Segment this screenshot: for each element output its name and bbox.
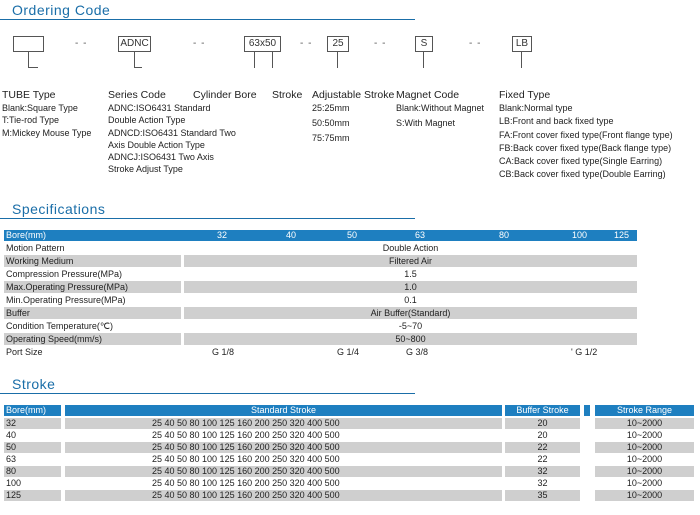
- stroke-standard: 25 40 50 80 100 125 160 200 250 320 400 500: [65, 454, 502, 465]
- spec-label: Max.Operating Pressure(MPa): [4, 281, 181, 293]
- port-size-value: ' G 1/2: [571, 347, 598, 357]
- stroke-standard: 25 40 50 80 100 125 160 200 250 320 400 500: [65, 442, 502, 453]
- stroke-buffer: 22: [505, 442, 580, 453]
- bore-col-80: 80: [499, 230, 510, 240]
- spec-row: [4, 320, 637, 332]
- port-size-value: G 1/4: [337, 347, 360, 357]
- stroke-standard: 25 40 50 80 100 125 160 200 250 320 400 500: [65, 430, 502, 441]
- stroke-bore: 40: [4, 430, 61, 441]
- group-label-adjustable-stroke: Adjustable Stroke: [312, 89, 395, 101]
- stroke-bore: 100: [4, 478, 61, 489]
- spec-value: -5~70: [184, 320, 637, 332]
- stroke-row: [4, 442, 694, 453]
- spec-label: Condition Temperature(℃): [4, 320, 181, 332]
- spec-label: Port Size: [4, 346, 181, 358]
- bore-col-63: 63: [415, 230, 426, 240]
- stroke-row: [4, 454, 694, 465]
- stroke-standard: 25 40 50 80 100 125 160 200 250 320 400 500: [65, 478, 502, 489]
- stroke-buffer: 20: [505, 430, 580, 441]
- stroke-row: [4, 490, 694, 501]
- stroke-buffer: 22: [505, 454, 580, 465]
- spec-label: Working Medium: [4, 255, 181, 267]
- bore-col-125: 125: [614, 230, 630, 240]
- spec-value: 0.1: [184, 294, 637, 306]
- spec-row: [4, 268, 637, 280]
- code-box-series: ADNC: [118, 36, 151, 52]
- stroke-bore: 32: [4, 418, 61, 429]
- spec-label: Motion Pattern: [4, 242, 181, 254]
- stroke-title: Stroke: [12, 376, 56, 392]
- stroke-bore: 80: [4, 466, 61, 477]
- code-box-magnet: S: [415, 36, 433, 52]
- stroke-standard: 25 40 50 80 100 125 160 200 250 320 400 500: [65, 466, 502, 477]
- port-size-value: G 1/8: [212, 347, 235, 357]
- stroke-header-bore: Bore(mm): [4, 405, 61, 416]
- spec-header-label: Bore(mm): [6, 230, 46, 240]
- stroke-divider: [0, 393, 415, 394]
- option-list-magnet: Blank:Without Magnet S:With Magnet: [396, 103, 485, 128]
- specifications-divider: [0, 218, 415, 219]
- option-list-fixed: Blank:Normal type LB:Front and back fixed type FA:Front cover fixed type(Front flange type) FB:Back cover fixed type(Back flange type) CA:Back cover fixed type(Single Earring) CB:Back cover fixed type(Double Earring): [499, 103, 673, 180]
- bore-col-100: 100: [572, 230, 588, 240]
- connector-line: [521, 52, 527, 68]
- port-size-value: G 3/8: [406, 347, 429, 357]
- stroke-header-range: Stroke Range: [595, 405, 694, 416]
- stroke-row: [4, 418, 694, 429]
- spec-value: 1.5: [184, 268, 637, 280]
- stroke-row: [4, 430, 694, 441]
- group-label-tube-type: TUBE Type: [2, 89, 56, 101]
- stroke-standard: 25 40 50 80 100 125 160 200 250 320 400 500: [65, 418, 502, 429]
- stroke-range: 10~2000: [595, 490, 694, 501]
- code-box-fixed: LB: [512, 36, 532, 52]
- spec-header-row: [4, 230, 637, 241]
- option-list-tube: Blank:Square Type T:Tie-rod Type M:Mickey Mouse Type: [2, 103, 92, 138]
- specifications-title: Specifications: [12, 201, 106, 217]
- spec-row: [4, 281, 637, 293]
- stroke-bore: 63: [4, 454, 61, 465]
- spec-row: [4, 242, 637, 254]
- ordering-code-divider: [0, 19, 415, 20]
- group-label-magnet-code: Magnet Code: [396, 89, 460, 101]
- connector-line: [134, 52, 142, 68]
- code-dash: - -: [75, 38, 88, 49]
- stroke-buffer: 32: [505, 466, 580, 477]
- bore-col-40: 40: [286, 230, 297, 240]
- stroke-row: [4, 466, 694, 477]
- code-dash: - -: [300, 38, 313, 49]
- spec-value: Double Action: [184, 242, 637, 254]
- spec-row: [4, 255, 637, 267]
- code-box-adjustable: 25: [327, 36, 349, 52]
- stroke-bore: 50: [4, 442, 61, 453]
- code-box-tube-type: [13, 36, 44, 52]
- spec-row: [4, 294, 637, 306]
- stroke-range: 10~2000: [595, 430, 694, 441]
- connector-line: [337, 52, 343, 68]
- spec-value: Filtered Air: [184, 255, 637, 267]
- stroke-buffer: 20: [505, 418, 580, 429]
- spec-label: Buffer: [4, 307, 181, 319]
- stroke-buffer: 32: [505, 478, 580, 489]
- spec-row-port-size: [4, 346, 637, 358]
- stroke-range: 10~2000: [595, 454, 694, 465]
- spec-row: [4, 333, 637, 345]
- group-label-stroke: Stroke: [272, 89, 303, 101]
- connector-line: [272, 52, 276, 68]
- stroke-range: 10~2000: [595, 478, 694, 489]
- stroke-bore: 125: [4, 490, 61, 501]
- stroke-range: 10~2000: [595, 418, 694, 429]
- code-dash: - -: [374, 38, 387, 49]
- stroke-header-spacer: [584, 405, 590, 416]
- spec-value: 1.0: [184, 281, 637, 293]
- bore-col-50: 50: [347, 230, 358, 240]
- spec-label: Operating Speed(mm/s): [4, 333, 181, 345]
- ordering-code-title: Ordering Code: [12, 2, 111, 18]
- option-list-series: ADNC:ISO6431 Standard Double Action Type ADNCD:ISO6431 Standard Two Axis Double Action Type ADNCJ:ISO6431 Two Axis Stroke Adjust Type: [108, 103, 236, 175]
- group-label-series-code: Series Code: [108, 89, 166, 101]
- spec-row: [4, 307, 637, 319]
- stroke-range: 10~2000: [595, 442, 694, 453]
- bore-col-32: 32: [217, 230, 228, 240]
- connector-line: [28, 52, 38, 68]
- code-box-bore-stroke: 63x50: [244, 36, 281, 52]
- stroke-header-buffer: Buffer Stroke: [505, 405, 580, 416]
- stroke-range: 10~2000: [595, 466, 694, 477]
- spec-value: 50~800: [184, 333, 637, 345]
- connector-line: [254, 52, 258, 68]
- group-label-fixed-type: Fixed Type: [499, 89, 551, 101]
- stroke-header-standard: Standard Stroke: [65, 405, 502, 416]
- stroke-buffer: 35: [505, 490, 580, 501]
- code-dash: - -: [193, 38, 206, 49]
- group-label-cylinder-bore: Cylinder Bore: [193, 89, 257, 101]
- spec-label: Compression Pressure(MPa): [4, 268, 181, 280]
- code-dash: - -: [469, 38, 482, 49]
- stroke-row: [4, 478, 694, 489]
- connector-line: [423, 52, 429, 68]
- option-list-adjustable: 25:25mm 50:50mm 75:75mm: [312, 103, 350, 143]
- spec-value: Air Buffer(Standard): [184, 307, 637, 319]
- spec-label: Min.Operating Pressure(MPa): [4, 294, 181, 306]
- stroke-standard: 25 40 50 80 100 125 160 200 250 320 400 500: [65, 490, 502, 501]
